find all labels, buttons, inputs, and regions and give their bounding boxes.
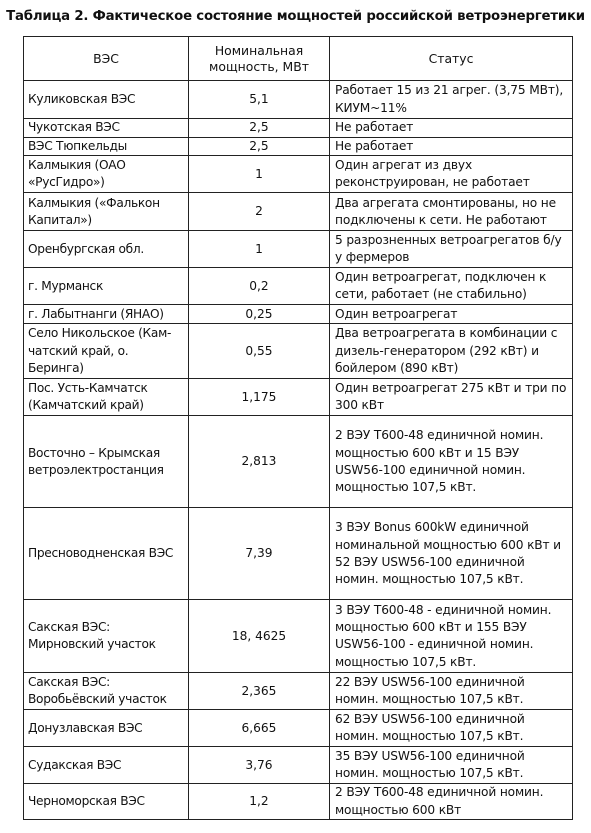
table-row bbox=[24, 379, 573, 416]
power-cell: 2 bbox=[189, 193, 330, 231]
table-row bbox=[24, 324, 573, 379]
power-cell: 1,2 bbox=[189, 784, 330, 820]
table-row bbox=[24, 508, 573, 600]
power-cell: 18, 4625 bbox=[189, 600, 330, 673]
table-row bbox=[24, 138, 573, 156]
station-name-cell: г. Лабытнанги (ЯНАО) bbox=[24, 305, 189, 324]
power-cell: 2,813 bbox=[189, 416, 330, 508]
header-station: ВЭС bbox=[24, 37, 189, 81]
status-cell: 62 ВЭУ USW56-100 единичной номин. мощностью 107,5 кВт. bbox=[330, 710, 573, 747]
station-name-cell: Пресноводненская ВЭС bbox=[24, 508, 189, 600]
table-row bbox=[24, 231, 573, 268]
station-name-cell: г. Мурманск bbox=[24, 268, 189, 305]
table-row bbox=[24, 193, 573, 231]
status-cell: 22 ВЭУ USW56-100 единичной номин. мощностью 107,5 кВт. bbox=[330, 673, 573, 710]
status-cell: Не работает bbox=[330, 119, 573, 138]
power-cell: 3,76 bbox=[189, 747, 330, 784]
station-name-cell: ВЭС Тюпкельды bbox=[24, 138, 189, 156]
table-row bbox=[24, 710, 573, 747]
status-cell: Два агрегата смонтированы, но не подключены к сети. Не работают bbox=[330, 193, 573, 231]
power-cell: 7,39 bbox=[189, 508, 330, 600]
station-name-cell: Оренбургская обл. bbox=[24, 231, 189, 268]
power-cell: 0,2 bbox=[189, 268, 330, 305]
station-name-cell: Куликовская ВЭС bbox=[24, 81, 189, 119]
status-cell: Один агрегат из двух реконструирован, не работает bbox=[330, 156, 573, 193]
station-name-cell: Донузлавская ВЭС bbox=[24, 710, 189, 747]
table-row bbox=[24, 305, 573, 324]
status-cell: Два ветроагрегата в комбинации с дизель-генератором (292 кВт) и бойлером (890 кВт) bbox=[330, 324, 573, 379]
station-name-cell: Пос. Усть-Камчатск (Камчатский край) bbox=[24, 379, 189, 416]
power-cell: 1 bbox=[189, 231, 330, 268]
status-cell: 5 разрозненных ветроагрегатов б/у у фермеров bbox=[330, 231, 573, 268]
station-name-cell: Сакская ВЭС: Воробьёвский участок bbox=[24, 673, 189, 710]
table-row bbox=[24, 747, 573, 784]
table-row bbox=[24, 600, 573, 673]
table-body bbox=[24, 81, 573, 820]
header-power: Номинальная мощность, МВт bbox=[189, 37, 330, 81]
power-cell: 2,5 bbox=[189, 119, 330, 138]
status-cell: 2 ВЭУ Т600-48 единичной номин. мощностью 600 кВт и 15 ВЭУ USW56-100 единичной номин. мощностью 107,5 кВт. bbox=[330, 416, 573, 508]
station-name-cell: Восточно – Крымская ветроэлектростанция bbox=[24, 416, 189, 508]
power-cell: 0,55 bbox=[189, 324, 330, 379]
power-cell: 1,175 bbox=[189, 379, 330, 416]
status-cell: Работает 15 из 21 агрег. (3,75 МВт), КИУМ~11% bbox=[330, 81, 573, 119]
table-row bbox=[24, 156, 573, 193]
power-cell: 5,1 bbox=[189, 81, 330, 119]
station-name-cell: Село Никольское (Кам-чатский край, о. Беринга) bbox=[24, 324, 189, 379]
power-cell: 0,25 bbox=[189, 305, 330, 324]
station-name-cell: Калмыкия («Фалькон Капитал») bbox=[24, 193, 189, 231]
power-cell: 2,5 bbox=[189, 138, 330, 156]
status-cell: Один ветроагрегат, подключен к сети, работает (не стабильно) bbox=[330, 268, 573, 305]
table-title: Таблица 2. Фактическое состояние мощностей российской ветроэнергетики bbox=[6, 9, 585, 24]
status-cell: 3 ВЭУ Bonus 600kW единичной номинальной мощностью 600 кВт и 52 ВЭУ USW56-100 единичной номин. мощностью 107,5 кВт. bbox=[330, 508, 573, 600]
wind-power-table bbox=[23, 36, 573, 820]
power-cell: 1 bbox=[189, 156, 330, 193]
table-header-row bbox=[24, 37, 573, 81]
station-name-cell: Чукотская ВЭС bbox=[24, 119, 189, 138]
table-row bbox=[24, 268, 573, 305]
table-row bbox=[24, 784, 573, 820]
status-cell: Один ветроагрегат 275 кВт и три по 300 кВт bbox=[330, 379, 573, 416]
table-row bbox=[24, 119, 573, 138]
station-name-cell: Черноморская ВЭС bbox=[24, 784, 189, 820]
status-cell: 3 ВЭУ Т600-48 - единичной номин. мощностью 600 кВт и 155 ВЭУ USW56-100 - единичной номин. мощностью 107,5 кВт. bbox=[330, 600, 573, 673]
station-name-cell: Судакская ВЭС bbox=[24, 747, 189, 784]
header-status: Статус bbox=[330, 37, 573, 81]
table-row bbox=[24, 416, 573, 508]
power-cell: 2,365 bbox=[189, 673, 330, 710]
status-cell: Один ветроагрегат bbox=[330, 305, 573, 324]
table-row bbox=[24, 81, 573, 119]
station-name-cell: Сакская ВЭС: Мирновский участок bbox=[24, 600, 189, 673]
table-row bbox=[24, 673, 573, 710]
status-cell: 2 ВЭУ Т600-48 единичной номин. мощностью 600 кВт bbox=[330, 784, 573, 820]
station-name-cell: Калмыкия (ОАО «РусГидро») bbox=[24, 156, 189, 193]
status-cell: Не работает bbox=[330, 138, 573, 156]
power-cell: 6,665 bbox=[189, 710, 330, 747]
status-cell: 35 ВЭУ USW56-100 единичной номин. мощностью 107,5 кВт. bbox=[330, 747, 573, 784]
